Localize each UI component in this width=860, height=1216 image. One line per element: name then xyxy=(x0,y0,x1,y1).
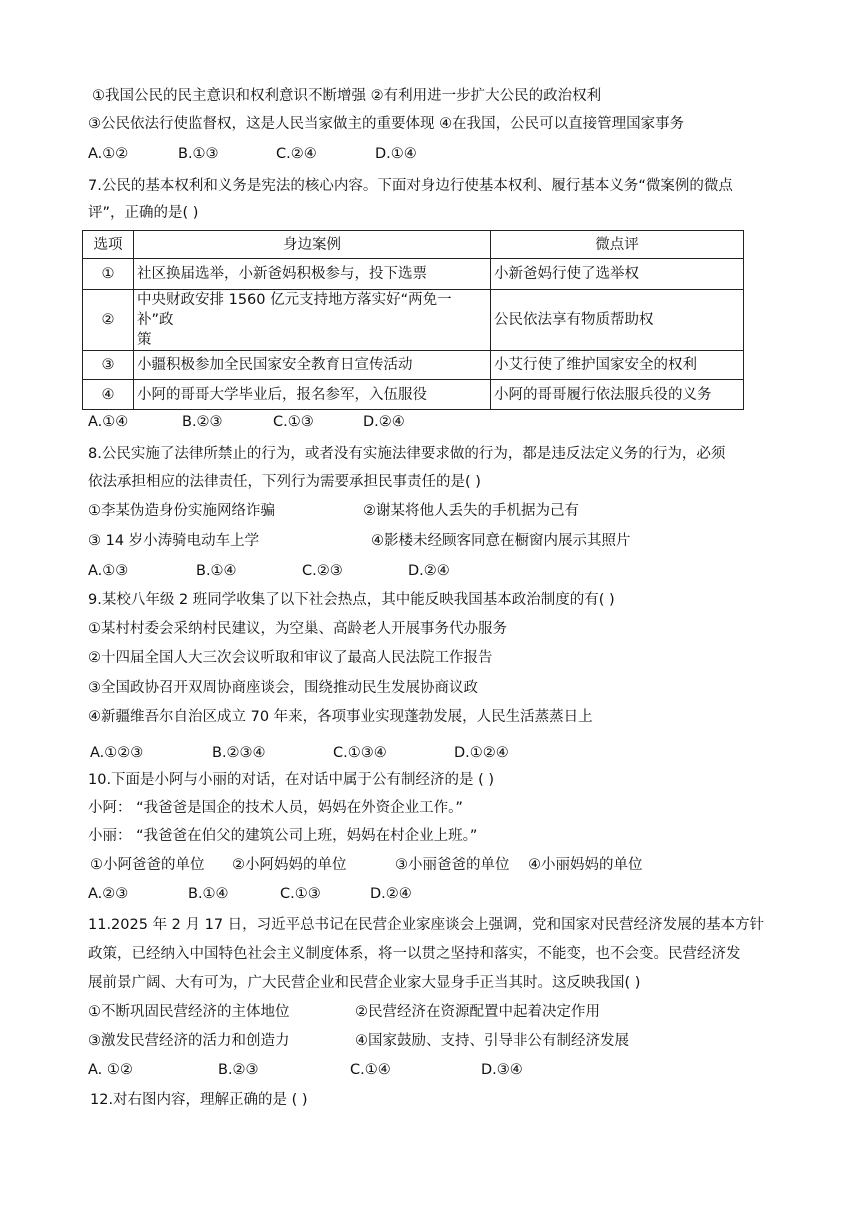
q10-option-1: ①小阿爸爸的单位 xyxy=(90,857,205,873)
q11-answer-b: B.②③ xyxy=(218,1062,259,1078)
q10-dialog-xiaoa: 小阿： “我爸爸是国企的技术人员，妈妈在外资企业工作。” xyxy=(88,800,463,816)
row-option-number: ② xyxy=(83,290,134,351)
table-row xyxy=(83,351,744,380)
table-header-case: 身边案例 xyxy=(134,231,491,259)
table-row xyxy=(83,259,744,290)
q12-stem: 12.对右图内容，理解正确的是 ( ) xyxy=(90,1092,308,1108)
table-row xyxy=(83,290,744,351)
q8-answer-b: B.①④ xyxy=(196,563,237,579)
q10-option-4: ④小丽妈妈的单位 xyxy=(528,857,643,873)
q10-option-2: ②小阿妈妈的单位 xyxy=(232,857,347,873)
q11-stem-line1: 11.2025 年 2 月 17 日，习近平总书记在民营企业家座谈会上强调，党和国家对民营经济发展的基本方针 xyxy=(88,917,765,933)
q11-answer-c: C.①④ xyxy=(350,1062,391,1078)
q8-stem-line2: 依法承担相应的法律责任，下列行为需要承担民事责任的是( ) xyxy=(88,474,481,490)
q9-answer-c: C.①③④ xyxy=(333,745,387,761)
q8-answer-d: D.②④ xyxy=(408,563,450,579)
row-case: 社区换届选举，小新爸妈积极参与，投下选票 xyxy=(134,259,491,290)
q7-answer-b: B.②③ xyxy=(182,414,223,430)
q9-option-3: ③全国政协召开双周协商座谈会，围绕推动民生发展协商议政 xyxy=(88,680,478,696)
row-case xyxy=(134,290,491,351)
row-case: 小阿的哥哥大学毕业后，报名参军，入伍服役 xyxy=(134,380,491,410)
q10-answer-d: D.②④ xyxy=(370,886,412,902)
q11-option-2: ②民营经济在资源配置中起着决定作用 xyxy=(355,1004,600,1020)
q10-answer-c: C.①③ xyxy=(280,886,321,902)
q9-option-4: ④新疆维吾尔自治区成立 70 年来，各项事业实现蓬勃发展，人民生活蒸蒸日上 xyxy=(88,709,593,725)
q8-stem-line1: 8.公民实施了法律所禁止的行为，或者没有实施法律要求做的行为，都是违反法定义务的行为，必须 xyxy=(88,446,726,462)
q8-answer-a: A.①③ xyxy=(88,563,129,579)
q9-option-1: ①某村村委会采纳村民建议，为空巢、高龄老人开展事务代办服务 xyxy=(88,621,507,637)
q7-answer-d: D.②④ xyxy=(363,414,405,430)
q7-case-table xyxy=(82,230,744,410)
q8-option-4: ④影楼未经顾客同意在橱窗内展示其照片 xyxy=(371,533,631,549)
q8-option-2: ②谢某将他人丢失的手机据为己有 xyxy=(363,503,579,519)
row-comment: 小新爸妈行使了选举权 xyxy=(491,259,744,290)
table-row xyxy=(83,380,744,410)
row-comment: 小艾行使了维护国家安全的权利 xyxy=(491,351,744,380)
q10-answer-b: B.①④ xyxy=(188,886,229,902)
q10-dialog-xiaoli: 小丽： “我爸爸在伯父的建筑公司上班，妈妈在村企业上班。” xyxy=(88,828,478,844)
q9-answer-d: D.①②④ xyxy=(454,745,509,761)
q10-stem: 10.下面是小阿与小丽的对话，在对话中属于公有制经济的是 ( ) xyxy=(88,772,495,788)
q11-answer-d: D.③④ xyxy=(481,1062,523,1078)
q9-answer-a: A.①②③ xyxy=(90,745,144,761)
q6-options-line2: ③公民依法行使监督权，这是人民当家做主的重要体现 ④在我国，公民可以直接管理国家事务 xyxy=(88,116,685,132)
q6-answer-b: B.①③ xyxy=(178,146,219,162)
q8-option-1: ①李某伪造身份实施网络诈骗 xyxy=(88,503,275,519)
row-option-number: ④ xyxy=(83,380,134,410)
q7-stem-line1: 7.公民的基本权利和义务是宪法的核心内容。下面对身边行使基本权利、履行基本义务“微案例的微点 xyxy=(88,178,733,194)
row-option-number: ③ xyxy=(83,351,134,380)
row-comment: 公民依法享有物质帮助权 xyxy=(491,290,744,351)
row-option-number: ① xyxy=(83,259,134,290)
q11-option-4: ④国家鼓励、支持、引导非公有制经济发展 xyxy=(355,1033,629,1049)
table-header-comment: 微点评 xyxy=(491,231,744,259)
q8-answer-c: C.②③ xyxy=(302,563,343,579)
q11-answer-a: A. ①② xyxy=(88,1062,133,1078)
row-comment: 小阿的哥哥履行依法服兵役的义务 xyxy=(491,380,744,410)
q11-stem-line2: 政策，已经纳入中国特色社会主义制度体系，将一以贯之坚持和落实，不能变，也不会变。民营经济发 xyxy=(88,946,741,962)
q6-options-line1: ①我国公民的民主意识和权利意识不断增强 ②有利用进一步扩大公民的政治权利 xyxy=(92,88,602,104)
q10-answer-a: A.②③ xyxy=(88,886,129,902)
q6-answer-c: C.②④ xyxy=(276,146,317,162)
row-case-line1: 中央财政安排 1560 亿元支持地方落实好“两免一补”政 xyxy=(137,292,452,328)
q7-answer-a: A.①④ xyxy=(88,414,129,430)
row-case-line2: 策 xyxy=(137,332,152,348)
q11-option-1: ①不断巩固民营经济的主体地位 xyxy=(88,1004,290,1020)
q6-answer-a: A.①② xyxy=(88,146,129,162)
q8-option-3: ③ 14 岁小涛骑电动车上学 xyxy=(88,533,260,549)
table-header-option: 选项 xyxy=(83,231,134,259)
q7-stem-line2: 评”，正确的是( ) xyxy=(88,205,199,221)
q9-stem: 9.某校八年级 2 班同学收集了以下社会热点，其中能反映我国基本政治制度的有( ) xyxy=(88,592,615,608)
q11-stem-line3: 展前景广阔、大有可为，广大民营企业和民营企业家大显身手正当其时。这反映我国( ) xyxy=(88,975,641,991)
q9-option-2: ②十四届全国人大三次会议听取和审议了最高人民法院工作报告 xyxy=(88,650,493,666)
q7-answer-c: C.①③ xyxy=(273,414,314,430)
q6-answer-d: D.①④ xyxy=(375,146,417,162)
q9-answer-b: B.②③④ xyxy=(212,745,266,761)
table-header-row xyxy=(83,231,744,259)
row-case: 小疆积极参加全民国家安全教育日宣传活动 xyxy=(134,351,491,380)
q11-option-3: ③激发民营经济的活力和创造力 xyxy=(88,1033,290,1049)
q10-option-3: ③小丽爸爸的单位 xyxy=(395,857,510,873)
